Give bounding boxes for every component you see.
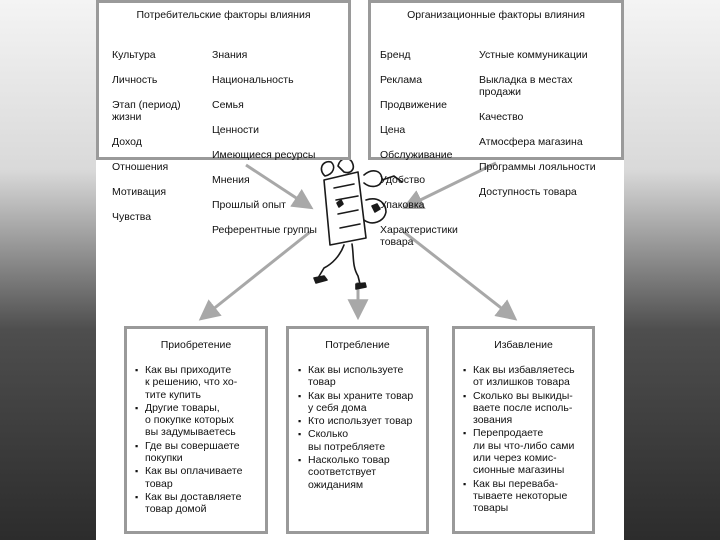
list-item: Культура [112, 48, 156, 61]
list-item: ▪ Кто использует товар [298, 415, 413, 427]
organizational-factors-right-list [479, 36, 596, 211]
list-item: ▪ Как вы оплачиваете товар [135, 465, 242, 490]
list-item: ▪ Как вы переваба- тываете некоторые товары [463, 478, 575, 515]
list-item: ▪ Насколько товар соответствует ожиданиям [298, 454, 413, 491]
list-item: ▪ Где вы совершаете покупки [135, 440, 242, 465]
list-item: Доступность товара [479, 186, 577, 198]
list-item: Продвижение [380, 98, 447, 111]
organizational-factors-box [368, 0, 624, 248]
list-item: Мотивация [112, 186, 167, 198]
list-item: Отношения [112, 161, 169, 173]
list-item: ▪ Как вы используете товар [298, 364, 413, 389]
disposal-list [463, 364, 575, 516]
list-item: Устные коммуникации [479, 48, 588, 61]
list-item: Качество [479, 111, 524, 123]
list-item: Личность [112, 73, 158, 86]
acquisition-title: Приобретение [160, 339, 232, 351]
disposal-title: Избавление [494, 339, 553, 351]
list-item: Семья [212, 98, 244, 111]
list-item: ▪ Сколько вы потребляете [298, 428, 413, 453]
list-item: Имеющиеся ресурсы [212, 148, 316, 161]
consumer-factors-right-list [212, 36, 317, 249]
disposal-box [452, 326, 595, 534]
list-item: ▪ Перепродаете ли вы что-либо сами или через комис- сионные магазины [463, 427, 575, 476]
consumption-title: Потребление [325, 339, 390, 351]
list-item: Мнения [212, 173, 250, 186]
list-item: ▪ Как вы доставляете товар домой [135, 491, 242, 516]
list-item: Ценности [212, 123, 259, 136]
list-item: Упаковка [380, 198, 425, 211]
list-item: Характеристики товара [380, 223, 458, 248]
consumption-list [298, 364, 413, 492]
list-item: Знания [212, 48, 248, 61]
list-item: ▪ Как вы избавляетесь от излишков товара [463, 364, 575, 389]
acquisition-list [135, 364, 242, 517]
consumption-box [286, 326, 429, 534]
list-item: Национальность [212, 73, 294, 86]
list-item: Реклама [380, 73, 423, 86]
list-item: Чувства [112, 211, 152, 223]
list-item: ▪ Другие товары, о покупке которых вы задумываетесь [135, 402, 242, 439]
list-item: ▪ Как вы храните товар у себя дома [298, 390, 413, 415]
list-item: Прошлый опыт [212, 198, 286, 211]
consumer-factors-box [96, 0, 351, 236]
list-item: Выкладка в местах продажи [479, 73, 573, 98]
list-item: Обслуживание [380, 148, 453, 161]
slide [96, 0, 624, 540]
list-item: Бренд [380, 48, 411, 61]
consumer-factors-title: Потребительские факторы влияния [136, 9, 311, 21]
list-item: ▪ Как вы приходите к решению, что хо- тите купить [135, 364, 242, 401]
list-item: Удобство [380, 173, 426, 186]
organizational-factors-title: Организационные факторы влияния [407, 9, 585, 21]
list-item: Атмосфера магазина [479, 136, 583, 148]
organizational-factors-left-list [380, 36, 458, 261]
acquisition-box [124, 326, 268, 534]
list-item: Программы лояльности [479, 161, 596, 173]
list-item: Референтные группы [212, 223, 317, 236]
consumer-factors-left-list [112, 36, 181, 236]
list-item: Доход [112, 136, 142, 148]
list-item: Цена [380, 123, 406, 136]
list-item: Этап (период) жизни [112, 98, 181, 123]
list-item: ▪ Сколько вы выкиды- ваете после исполь- зования [463, 390, 575, 427]
